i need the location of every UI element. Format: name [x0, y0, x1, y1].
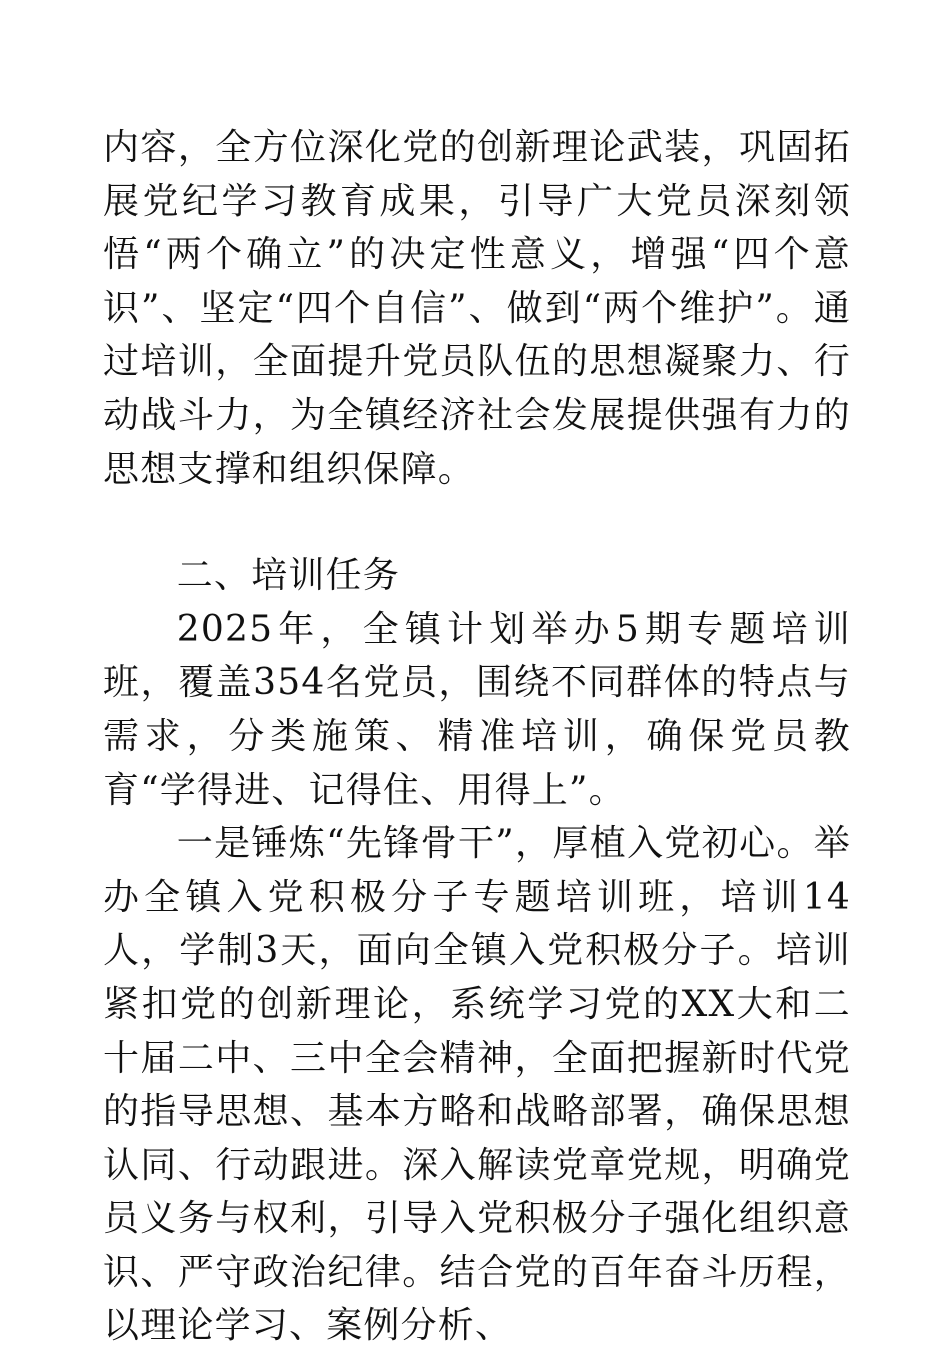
paragraph-spacer [103, 496, 851, 549]
paragraph-item-one: 一是锤炼“先锋骨干”，厚植入党初心。举办全镇入党积极分子专题培训班，培训14人，学制3天，面向全镇入党积极分子。培训紧扣党的创新理论，系统学习党的XX大和二十届二中、三中全会精神，全面把握新时代党的指导思想、基本方略和战略部署，确保思想认同、行动跟进。深入解读党章党规，明确党员义务与权利，引导入党积极分子强化组织意识、严守政治纪律。结合党的百年奋斗历程，以理论学习、案例分析、 [103, 823, 851, 1347]
paragraph-task: 2025年，全镇计划举办5期专题培训班，覆盖354名党员，围绕不同群体的特点与需求，分类施策、精准培训，确保党员教育“学得进、记得住、用得上”。 [103, 608, 851, 811]
section-heading: 二、培训任务 [176, 555, 400, 597]
paragraph-continued: 内容，全方位深化党的创新理论武装，巩固拓展党纪学习教育成果，引导广大党员深刻领悟“两个确立”的决定性意义，增强“四个意识”、坚定“四个自信”、做到“两个维护”。通过培训，全面提升党员队伍的思想凝聚力、行动战斗力，为全镇经济社会发展提供强有力的思想支撑和组织保障。 [103, 127, 851, 490]
document-body [103, 121, 851, 1353]
